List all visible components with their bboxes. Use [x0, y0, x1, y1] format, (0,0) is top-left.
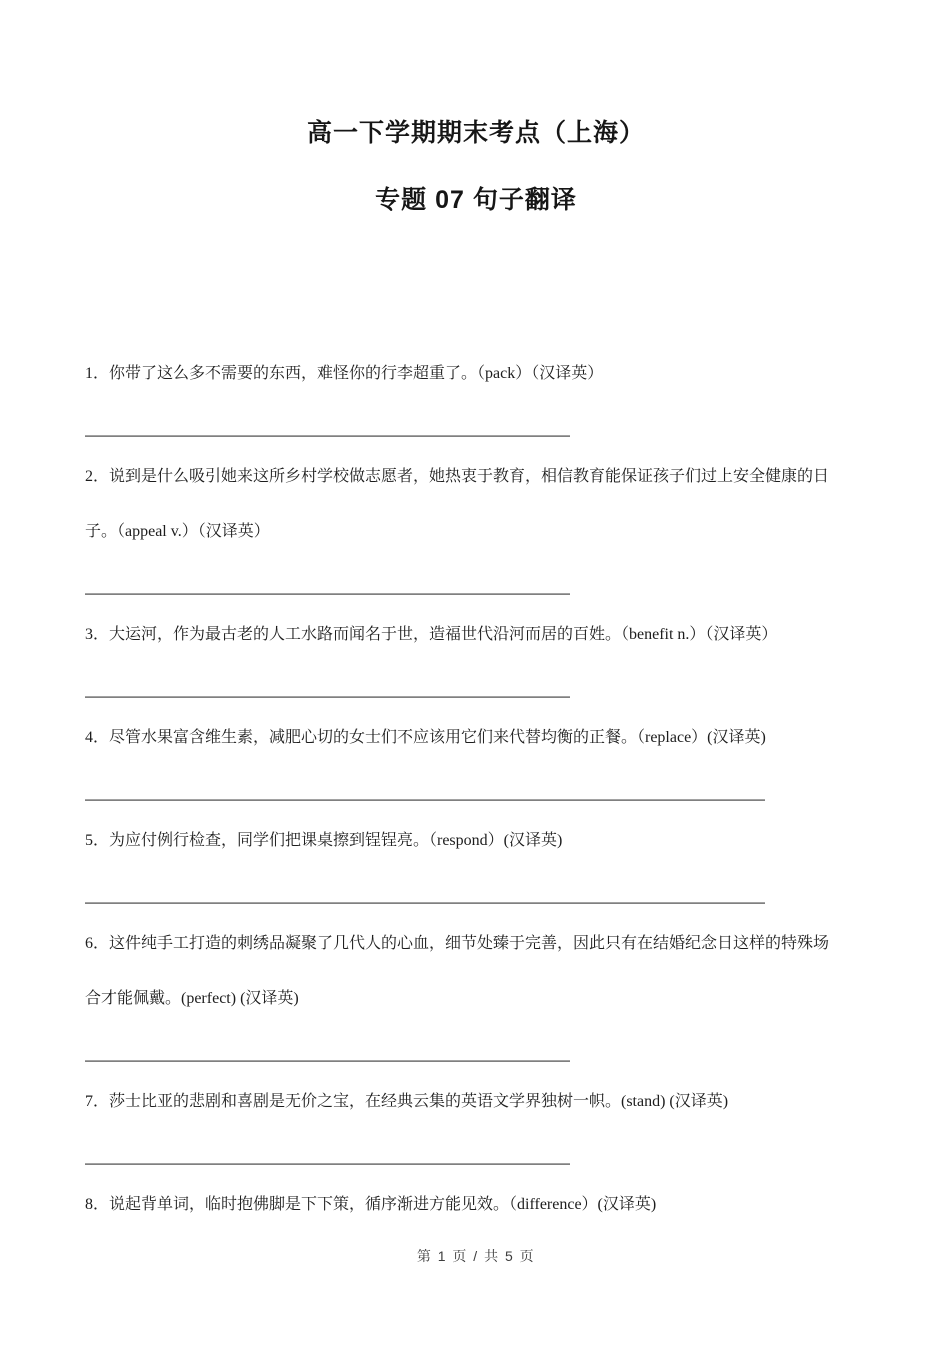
answer-line [85, 435, 570, 437]
question-text-line: 3．大运河，作为最古老的人工水路而闻名于世，造福世代沿河而居的百姓。（benefit n.）（汉译英） [85, 626, 778, 643]
answer-line [85, 696, 570, 698]
question-text-line: 4．尽管水果富含维生素，减肥心切的女士们不应该用它们来代替均衡的正餐。（replace）(汉译英) [85, 729, 766, 746]
question-text-line: 2．说到是什么吸引她来这所乡村学校做志愿者，她热衷于教育，相信教育能保证孩子们过上安全健康的日 [85, 468, 830, 485]
answer-line [85, 593, 570, 595]
question-item [85, 916, 865, 1062]
page-title: 高一下学期期末考点（上海） [306, 119, 645, 147]
question-item [85, 1177, 865, 1232]
answer-line [85, 1163, 570, 1165]
question-item [85, 1074, 865, 1165]
question-item [85, 449, 865, 595]
question-text [85, 607, 865, 662]
question-text [85, 813, 865, 868]
question-text-line: 8．说起背单词，临时抱佛脚是下下策，循序渐进方能见效。（difference）(汉译英) [85, 1196, 657, 1213]
question-text [85, 916, 865, 1026]
question-text [85, 346, 865, 401]
page-number-footer: 第 1 页 / 共 5 页 [416, 1248, 536, 1264]
question-text [85, 449, 865, 559]
question-text-line: 7．莎士比亚的悲剧和喜剧是无价之宝，在经典云集的英语文学界独树一帜。(stand) (汉译英) [85, 1093, 729, 1110]
question-item [85, 710, 865, 801]
question-item [85, 346, 865, 437]
question-text [85, 1177, 865, 1232]
question-item [85, 813, 865, 904]
page-subtitle: 专题 07 句子翻译 [375, 186, 577, 214]
answer-line [85, 799, 765, 801]
question-text-line: 1．你带了这么多不需要的东西，难怪你的行李超重了。（pack）（汉译英） [85, 365, 604, 382]
answer-line [85, 902, 765, 904]
question-text-line: 合才能佩戴。(perfect) (汉译英) [85, 990, 299, 1007]
questions-list [0, 346, 952, 1232]
question-text [85, 1074, 865, 1129]
question-text [85, 710, 865, 765]
question-text-line: 6．这件纯手工打造的刺绣品凝聚了几代人的心血，细节处臻于完善，因此只有在结婚纪念日这样的特殊场 [85, 935, 830, 952]
question-item [85, 607, 865, 698]
answer-line [85, 1060, 570, 1062]
question-text-line: 子。（appeal v.）（汉译英） [85, 523, 270, 540]
question-text-line: 5．为应付例行检查，同学们把课桌擦到锃锃亮。（respond）(汉译英) [85, 832, 563, 849]
